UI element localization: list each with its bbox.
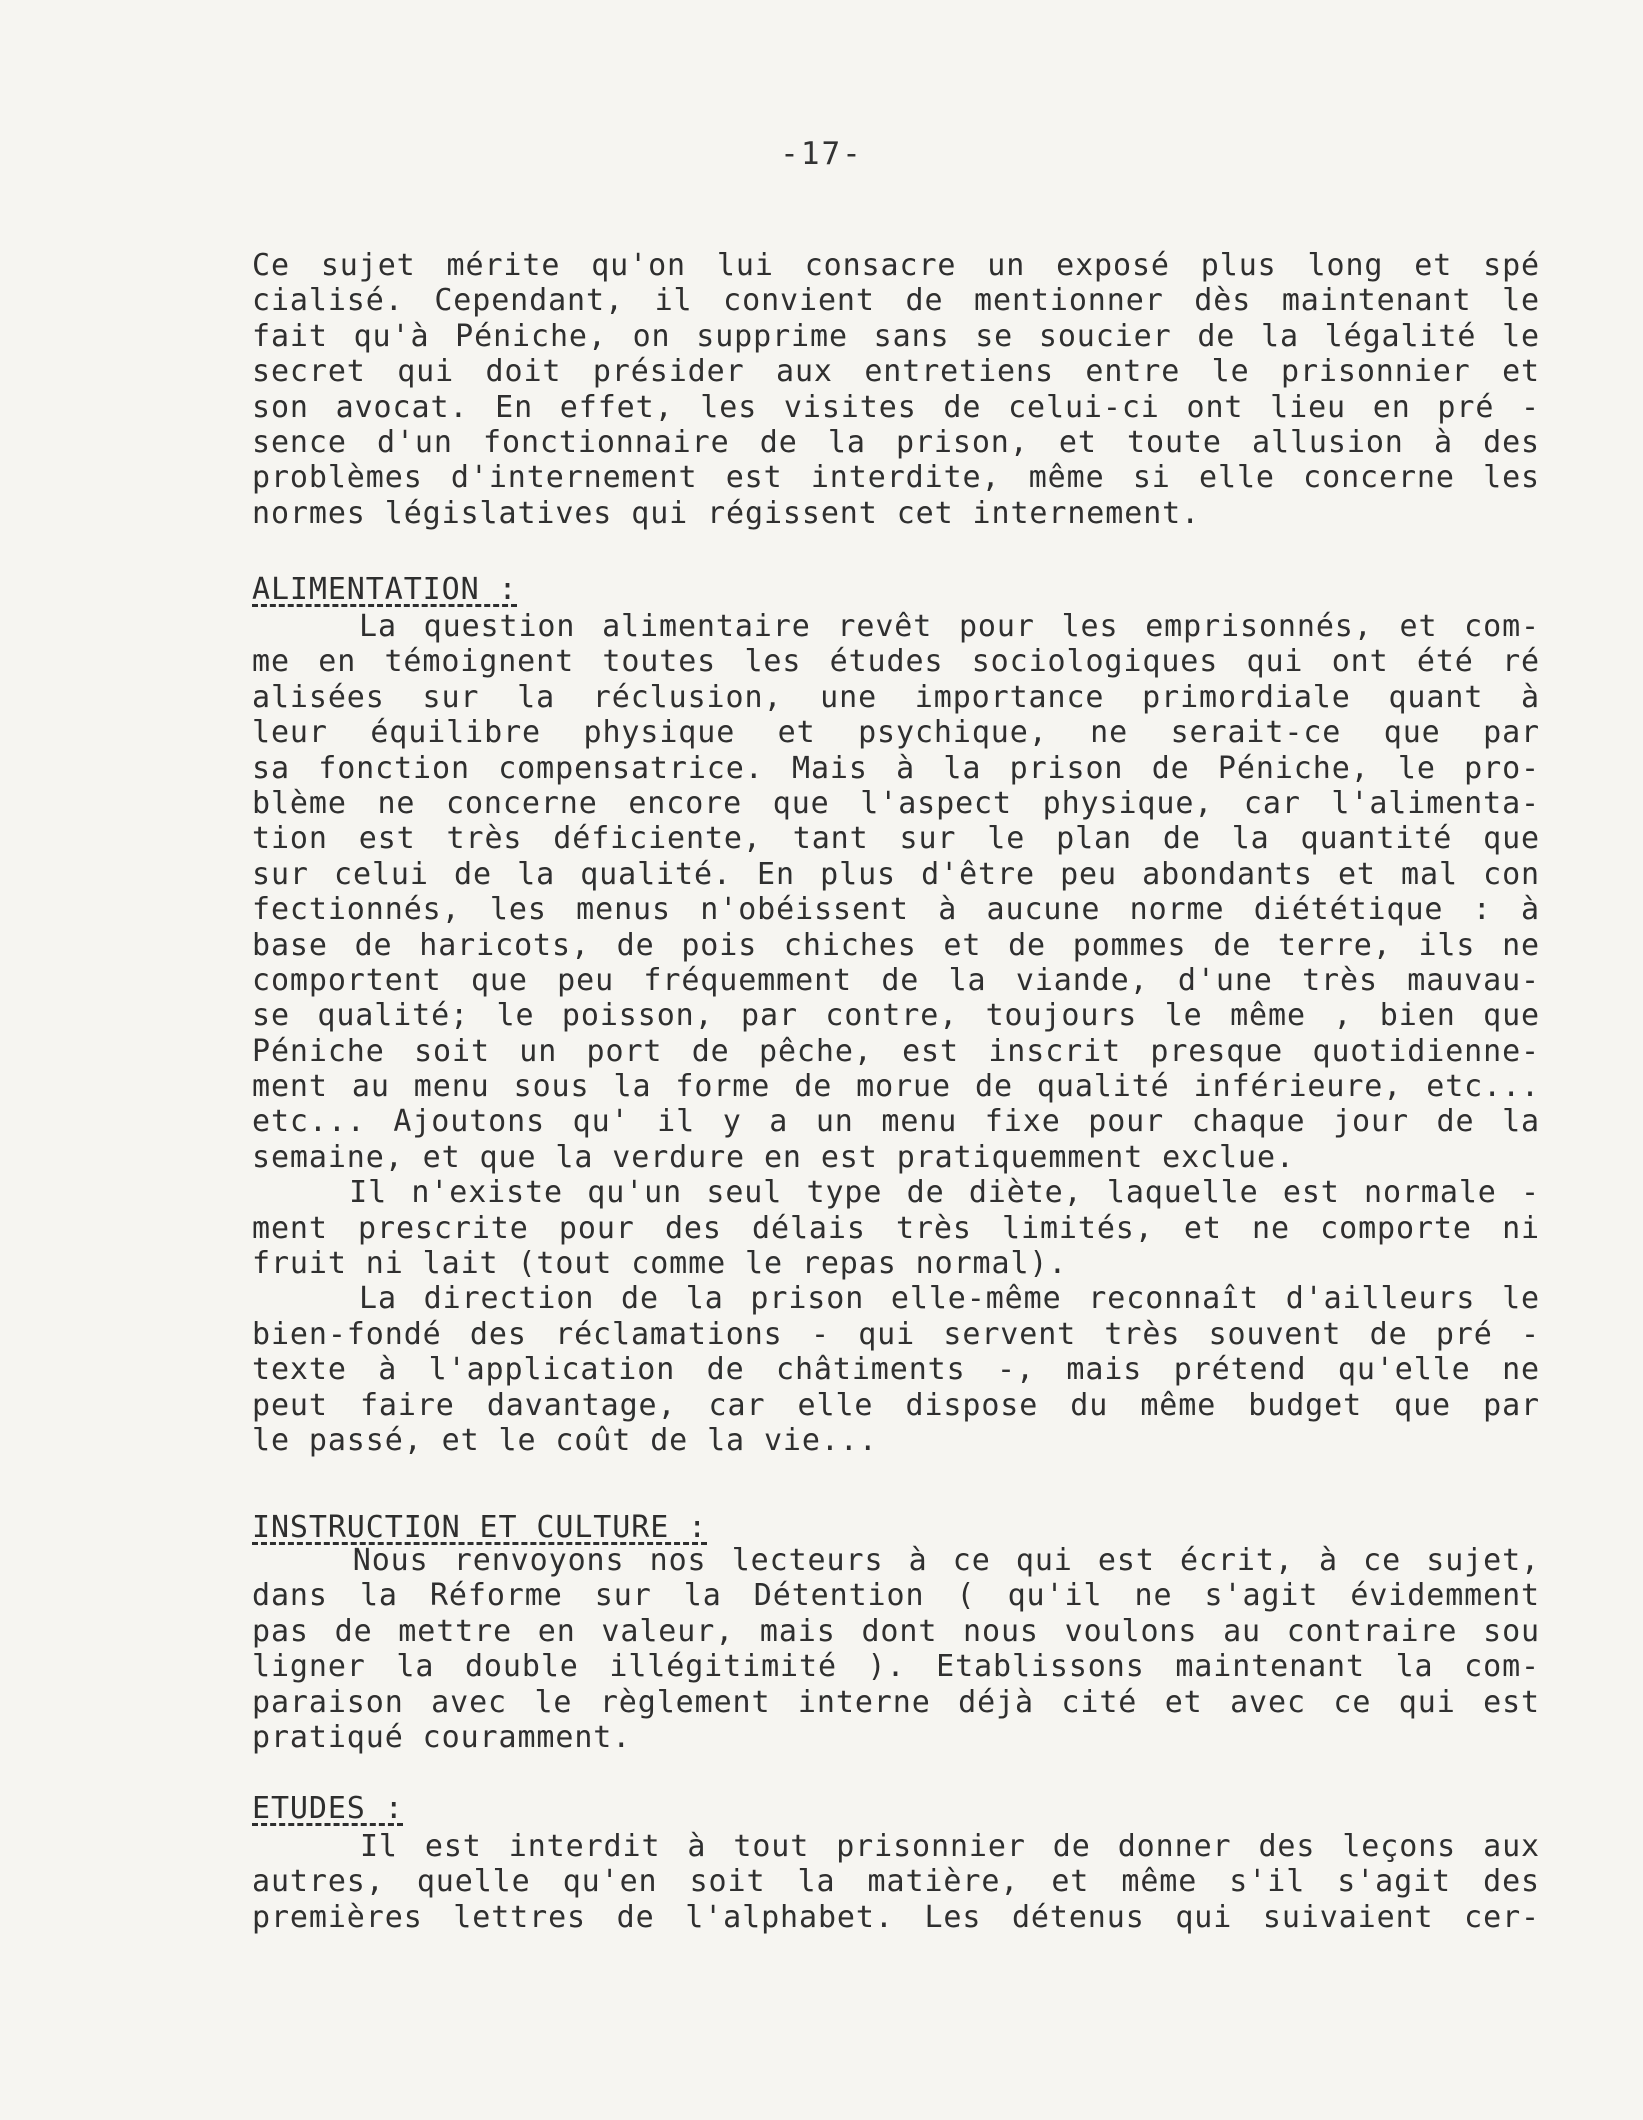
section-heading-alimentation: ALIMENTATION :: [252, 572, 518, 607]
text-line: sa fonction compensatrice. Mais à la prison de Péniche, le pro-: [252, 750, 1540, 786]
text-line: leur équilibre physique et psychique, ne serait-ce que par: [252, 715, 1540, 751]
text-line: bien-fondé des réclamations - qui servent très souvent de pré -: [252, 1316, 1540, 1352]
text-line: pas de mettre en valeur, mais dont nous voulons au contraire sou: [252, 1613, 1540, 1649]
text-line: alisées sur la réclusion, une importance primordiale quant à: [252, 679, 1540, 715]
instruction-section: [252, 1543, 1540, 1755]
text-line: peut faire davantage, car elle dispose du même budget que par: [252, 1387, 1540, 1423]
text-line: normes législatives qui régissent cet internement.: [252, 495, 1201, 531]
text-line: problèmes d'internement est interdite, même si elle concerne les: [252, 460, 1540, 496]
text-line: son avocat. En effet, les visites de celui-ci ont lieu en pré -: [252, 389, 1540, 425]
text-line: comportent que peu fréquemment de la viande, d'une très mauvau-: [252, 962, 1540, 998]
text-line: fruit ni lait (tout comme le repas normal).: [252, 1246, 1068, 1282]
text-line: premières lettres de l'alphabet. Les détenus qui suivaient cer-: [252, 1899, 1540, 1935]
text-line: semaine, et que la verdure en est pratiquemment exclue.: [252, 1139, 1295, 1175]
text-line: Nous renvoyons nos lecteurs à ce qui est écrit, à ce sujet,: [252, 1543, 1540, 1578]
section-heading-etudes: ETUDES :: [252, 1791, 404, 1826]
text-line: sur celui de la qualité. En plus d'être peu abondants et mal con: [252, 856, 1540, 892]
text-line: cialisé. Cependant, il convient de mentionner dès maintenant le: [252, 283, 1540, 319]
text-line: Il n'existe qu'un seul type de diète, laquelle est normale -: [252, 1175, 1540, 1211]
text-line: autres, quelle qu'en soit la matière, et même s'il s'agit des: [252, 1864, 1540, 1900]
text-line: Ce sujet mérite qu'on lui consacre un exposé plus long et spé: [252, 248, 1540, 283]
text-line: paraison avec le règlement interne déjà cité et avec ce qui est: [252, 1684, 1540, 1720]
text-line: tion est très déficiente, tant sur le plan de la quantité que: [252, 821, 1540, 857]
text-line: La direction de la prison elle-même reconnaît d'ailleurs le: [252, 1281, 1540, 1317]
text-line: base de haricots, de pois chiches et de pommes de terre, ils ne: [252, 927, 1540, 963]
text-line: Il est interdit à tout prisonnier de donner des leçons aux: [252, 1829, 1540, 1864]
text-line: La question alimentaire revêt pour les emprisonnés, et com-: [252, 609, 1540, 644]
text-line: ment au menu sous la forme de morue de qualité inférieure, etc...: [252, 1069, 1540, 1105]
text-line: fait qu'à Péniche, on supprime sans se soucier de la légalité le: [252, 318, 1540, 354]
text-line: me en témoignent toutes les études sociologiques qui ont été ré: [252, 644, 1540, 680]
intro-paragraph: [252, 248, 1540, 531]
text-line: blème ne concerne encore que l'aspect physique, car l'alimenta-: [252, 785, 1540, 821]
section-heading-instruction: INSTRUCTION ET CULTURE :: [252, 1510, 708, 1545]
text-line: ment prescrite pour des délais très limités, et ne comporte ni: [252, 1210, 1540, 1246]
text-line: etc... Ajoutons qu' il y a un menu fixe pour chaque jour de la: [252, 1104, 1540, 1140]
text-line: pratiqué couramment.: [252, 1719, 632, 1755]
text-line: le passé, et le coût de la vie...: [252, 1422, 878, 1458]
etudes-section: [252, 1829, 1540, 1935]
text-line: se qualité; le poisson, par contre, toujours le même , bien que: [252, 998, 1540, 1034]
alimentation-section: [252, 609, 1540, 1458]
text-line: dans la Réforme sur la Détention ( qu'il ne s'agit évidemment: [252, 1578, 1540, 1614]
text-line: sence d'un fonctionnaire de la prison, et toute allusion à des: [252, 424, 1540, 460]
text-line: Péniche soit un port de pêche, est inscrit presque quotidienne-: [252, 1033, 1540, 1069]
text-line: secret qui doit présider aux entretiens entre le prisonnier et: [252, 354, 1540, 390]
text-line: texte à l'application de châtiments -, mais prétend qu'elle ne: [252, 1352, 1540, 1388]
text-line: ligner la double illégitimité ). Etablissons maintenant la com-: [252, 1649, 1540, 1685]
text-line: fectionnés, les menus n'obéissent à aucune norme diététique : à: [252, 892, 1540, 928]
page-number: -17-: [780, 136, 863, 172]
